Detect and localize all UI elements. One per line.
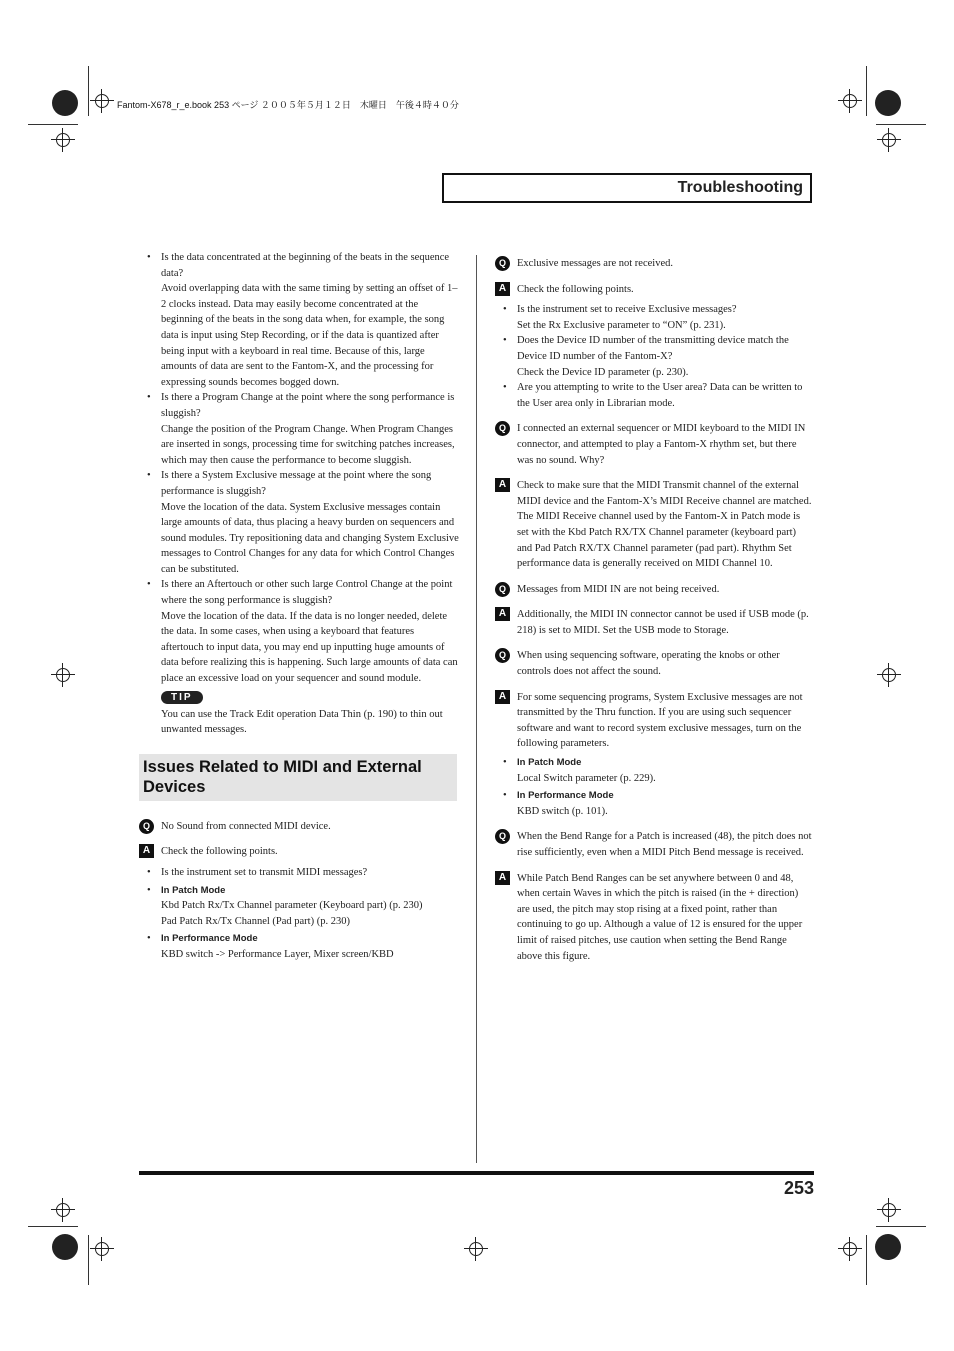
tip-text: You can use the Track Edit operation Data Thin (p. 190) to thin out unwanted messages. — [161, 708, 443, 736]
answer-text: For some sequencing programs, System Exclusive messages are not transmitted by the Thru function. If you are using such sequencer software and want to record system exclusive messages, turn on the following parameters. — [517, 691, 803, 750]
answer-item — [495, 607, 813, 638]
question-icon: Q — [495, 421, 510, 436]
bullet-answer: Check the Device ID parameter (p. 230). — [517, 366, 689, 378]
bullet-question: • Is there a System Exclusive message at the point where the song performance is sluggish? — [139, 468, 459, 499]
bullet-answer: Change the position of the Program Change. When Program Changes are inserted in songs, processing time for switching patches increases, which may then cause the performance to become sluggish. — [161, 423, 455, 466]
mode-line: Pad Patch Rx/Tx Channel (Pad part) (p. 230) — [161, 915, 350, 927]
tip-badge: TIP — [161, 691, 203, 704]
issues-heading: Issues Related to MIDI and External Devices — [139, 754, 457, 801]
bullet-question: • Are you attempting to write to the User area? Data can be written to the User area only in Librarian mode. — [495, 380, 813, 411]
answer-text: While Patch Bend Ranges can be set anywhere between 0 and 48, when certain Waves in which the pitch is raised (in the + direction) are used, the pitch may stop rising at a fixed point, rather than continuing to go up. Although a value of 12 is ensured for the upper limit of raised pitches, use caution when setting the Bend Range above this figure. — [517, 872, 803, 962]
question-icon: Q — [495, 582, 510, 597]
mode-line: Local Switch parameter (p. 229). — [517, 772, 656, 784]
mode-line: KBD switch (p. 101). — [517, 805, 608, 817]
question-item — [495, 582, 813, 598]
mode-line: Kbd Patch Rx/Tx Channel parameter (Keyboard part) (p. 230) — [161, 900, 423, 912]
crop-mark — [876, 1226, 926, 1227]
answer-item — [495, 478, 813, 572]
section-title: Troubleshooting — [677, 179, 803, 196]
crop-mark — [88, 1235, 89, 1285]
mode-heading: • In Performance Mode — [495, 788, 813, 804]
running-header: Fantom-X678_r_e.book 253 ページ ２００５年５月１２日 木曜日 午後４時４０分 — [117, 100, 459, 110]
answer-icon: A — [495, 690, 510, 704]
question-item — [139, 819, 459, 835]
answer-text: Check to make sure that the MIDI Transmit channel of the external MIDI device and the Fantom-X’s MIDI Receive channel are matched. The MIDI Receive channel used by the Fantom-X in Patch mode is set with the Kbd Patch RX/TX Channel parameter (keyboard part) and Pad Patch RX/TX Channel parameter (pad part). Rhythm Set performance data is generally received on MIDI Channel 10. — [517, 480, 812, 570]
crop-mark — [28, 124, 78, 125]
color-target-icon — [52, 90, 78, 116]
registration-mark-icon — [838, 89, 862, 113]
answer-item — [139, 844, 459, 860]
question-item — [495, 829, 813, 860]
bullet-question: • Is the instrument set to transmit MIDI messages? — [139, 865, 459, 881]
question-icon: Q — [495, 648, 510, 663]
question-icon: Q — [139, 819, 154, 834]
bullet-question: • Is the instrument set to receive Exclusive messages? — [495, 302, 813, 318]
answer-item — [495, 871, 813, 965]
crop-mark — [866, 1235, 867, 1285]
footer-rule — [139, 1171, 814, 1175]
mode-heading: • In Patch Mode — [495, 755, 813, 771]
answer-item — [495, 282, 813, 298]
answer-icon: A — [495, 871, 510, 885]
question-text: Messages from MIDI IN are not being received. — [517, 583, 720, 595]
registration-mark-icon — [51, 1198, 75, 1222]
question-text: When the Bend Range for a Patch is increased (48), the pitch does not rise sufficiently, even when a MIDI Pitch Bend message is received. — [517, 831, 812, 858]
crop-mark — [88, 66, 89, 116]
registration-mark-icon — [90, 1237, 114, 1261]
mode-heading: • In Patch Mode — [139, 883, 459, 899]
registration-mark-icon — [877, 663, 901, 687]
color-target-icon — [875, 90, 901, 116]
section-header — [442, 173, 812, 203]
column-divider — [476, 255, 477, 1163]
question-icon: Q — [495, 256, 510, 271]
crop-mark — [28, 1226, 78, 1227]
registration-mark-icon — [838, 1237, 862, 1261]
registration-mark-icon — [464, 1237, 488, 1261]
registration-mark-icon — [90, 89, 114, 113]
right-column — [495, 256, 813, 964]
color-target-icon — [52, 1234, 78, 1260]
registration-mark-icon — [51, 128, 75, 152]
answer-icon: A — [495, 607, 510, 621]
left-column — [139, 250, 459, 963]
answer-text: Check the following points. — [161, 846, 278, 858]
answer-text: Check the following points. — [517, 283, 634, 295]
question-text: No Sound from connected MIDI device. — [161, 820, 331, 832]
registration-mark-icon — [51, 663, 75, 687]
color-target-icon — [875, 1234, 901, 1260]
bullet-question: • Does the Device ID number of the transmitting device match the Device ID number of the Fantom-X? — [495, 333, 813, 364]
bullet-question: • Is the data concentrated at the beginning of the beats in the sequence data? — [139, 250, 459, 281]
mode-line: KBD switch -> Performance Layer, Mixer screen/KBD — [161, 948, 394, 960]
registration-mark-icon — [877, 128, 901, 152]
registration-mark-icon — [877, 1198, 901, 1222]
answer-icon: A — [495, 282, 510, 296]
question-text: Exclusive messages are not received. — [517, 258, 673, 269]
bullet-answer: Avoid overlapping data with the same timing by setting an offset of 1–2 clocks instead. Data may easily become concentrated at the beginning of the beats in the song data when, for example, the song data is input using Step Recording, or if the data is quantized after being input with a keyboard in real time. Because of this, large amounts of data are sent to the Fantom-X, and the processing for expressing sounds becomes bogged down. — [161, 283, 458, 388]
question-text: I connected an external sequencer or MIDI keyboard to the MIDI IN connector, and attempted to play a Fantom-X rhythm set, but there was no sound. Why? — [517, 423, 806, 466]
bullet-answer: Move the location of the data. If the data is no longer needed, delete the data. In some cases, when using a keyboard that features aftertouch to input data, you may end up inputting huge amounts of data before realizing this is happening. Such large amounts of data can place an excessive load on your sequencer and sound module. — [161, 610, 458, 685]
answer-item — [495, 690, 813, 752]
question-text: When using sequencing software, operating the knobs or other controls does not affect the sound. — [517, 650, 780, 678]
answer-icon: A — [495, 478, 510, 492]
crop-mark — [866, 66, 867, 116]
answer-icon: A — [139, 844, 154, 858]
crop-mark — [876, 124, 926, 125]
mode-heading: • In Performance Mode — [139, 931, 459, 947]
question-item — [495, 421, 813, 468]
bullet-question: • Is there a Program Change at the point where the song performance is sluggish? — [139, 390, 459, 421]
question-item — [495, 256, 813, 272]
question-icon: Q — [495, 829, 510, 844]
page-number: 253 — [783, 1178, 814, 1198]
bullet-answer: Move the location of the data. System Exclusive messages contain large amounts of data, thus placing a heavy burden on sequencers and sound modules. Try repositioning data and changing System Exclusive messages to Control Changes for any data for which Control Changes can be substituted. — [161, 501, 459, 575]
question-item — [495, 648, 813, 679]
bullet-answer: Set the Rx Exclusive parameter to “ON” (p. 231). — [517, 319, 726, 331]
answer-text: Additionally, the MIDI IN connector cannot be used if USB mode (p. 218) is set to MIDI. Set the USB mode to Storage. — [517, 609, 809, 636]
bullet-question: • Is there an Aftertouch or other such large Control Change at the point where the song performance is sluggish? — [139, 577, 459, 608]
